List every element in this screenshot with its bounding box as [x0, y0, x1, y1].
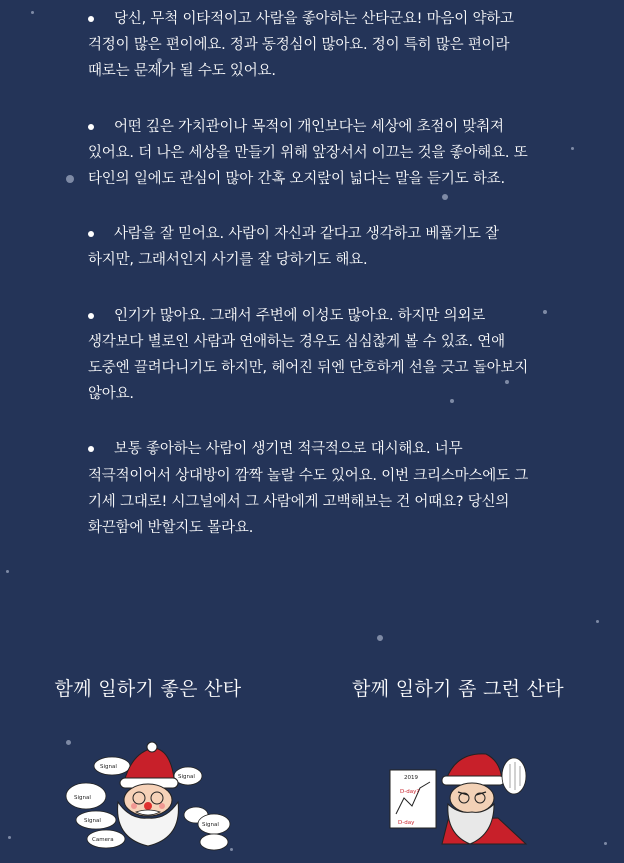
- snow-dot: [31, 11, 34, 14]
- cheek: [159, 803, 165, 809]
- hat-pompom: [147, 742, 157, 752]
- snow-dot: [571, 147, 574, 150]
- chart-label: D-day?: [400, 789, 420, 795]
- bubble-label: Signal: [100, 764, 117, 770]
- snow-dot: [8, 836, 11, 839]
- snow-dot: [66, 175, 74, 183]
- snow-dot: [596, 620, 599, 623]
- bubble-label: Signal: [84, 818, 101, 824]
- cheek: [131, 803, 137, 809]
- good-santa-illustration: [62, 738, 234, 856]
- bubble-label: Camera: [92, 837, 114, 843]
- trait-text: 당신, 무척 이타적이고 사람을 좋아하는 산타군요! 마음이 약하고 걱정이 많은 편이에요. 정과 동정심이 많아요. 정이 특히 많은 편이라 때로는 문제가 될 수도 있어요.: [88, 11, 514, 80]
- trait-text: 사람을 잘 믿어요. 사람이 자신과 같다고 생각하고 베풀기도 잘 하지만, 그래서인지 사기를 잘 당하기도 해요.: [88, 226, 499, 269]
- trait-text: 보통 좋아하는 사람이 생기면 적극적으로 대시해요. 너무 적극적이어서 상대방이 깜짝 놀랄 수도 있어요. 이번 크리스마스에도 그 기세 그대로! 시그널에서 그 사람에게 고백해보는 건 어때요? 당신의 화끈함에 반할지도 몰라요.: [88, 441, 529, 537]
- trait-list: [88, 6, 540, 570]
- note-bubble: [502, 758, 526, 794]
- bullet-icon: [88, 313, 94, 319]
- santa-face: [450, 783, 494, 813]
- bullet-icon: [88, 16, 94, 22]
- trait-item: [88, 221, 540, 273]
- santa-nose: [144, 802, 152, 810]
- trait-text: 인기가 많아요. 그래서 주변에 이성도 많아요. 하지만 의외로 생각보다 별로인 사람과 연애하는 경우도 심심찮게 볼 수 있죠. 연애 도중엔 끌려다니기도 하지만, 헤어진 뒤엔 단호하게 선을 긋고 돌아보지 않아요.: [88, 307, 529, 403]
- snow-dot: [604, 842, 607, 845]
- bullet-icon: [88, 231, 94, 237]
- good-santa-title: 함께 일하기 좋은 산타: [54, 678, 242, 700]
- chart-year: 2019: [404, 775, 418, 781]
- bullet-icon: [88, 124, 94, 130]
- chart-label: D-day: [398, 820, 415, 826]
- trait-item: [88, 6, 540, 85]
- bad-santa-illustration: [386, 748, 534, 846]
- trait-item: [88, 303, 540, 408]
- trait-item: [88, 436, 540, 541]
- bubble-label: Signal: [202, 822, 219, 828]
- bubble-label: Signal: [178, 774, 195, 780]
- snow-dot: [377, 635, 383, 641]
- snow-dot: [543, 310, 547, 314]
- bullet-icon: [88, 446, 94, 452]
- bad-santa-title: 함께 일하기 좀 그런 산타: [352, 678, 564, 700]
- speech-bubble: [200, 834, 228, 850]
- bubble-label: Signal: [74, 795, 91, 801]
- trait-text: 어떤 깊은 가치관이나 목적이 개인보다는 세상에 초점이 맞춰져 있어요. 더 나은 세상을 만들기 위해 앞장서서 이끄는 것을 좋아해요. 또 타인의 일에도 관심이 많아 간혹 오지랖이 넓다는 말을 듣기도 하죠.: [88, 118, 528, 188]
- trait-item: [88, 114, 540, 193]
- snow-dot: [6, 570, 9, 573]
- santa-hat: [124, 748, 174, 782]
